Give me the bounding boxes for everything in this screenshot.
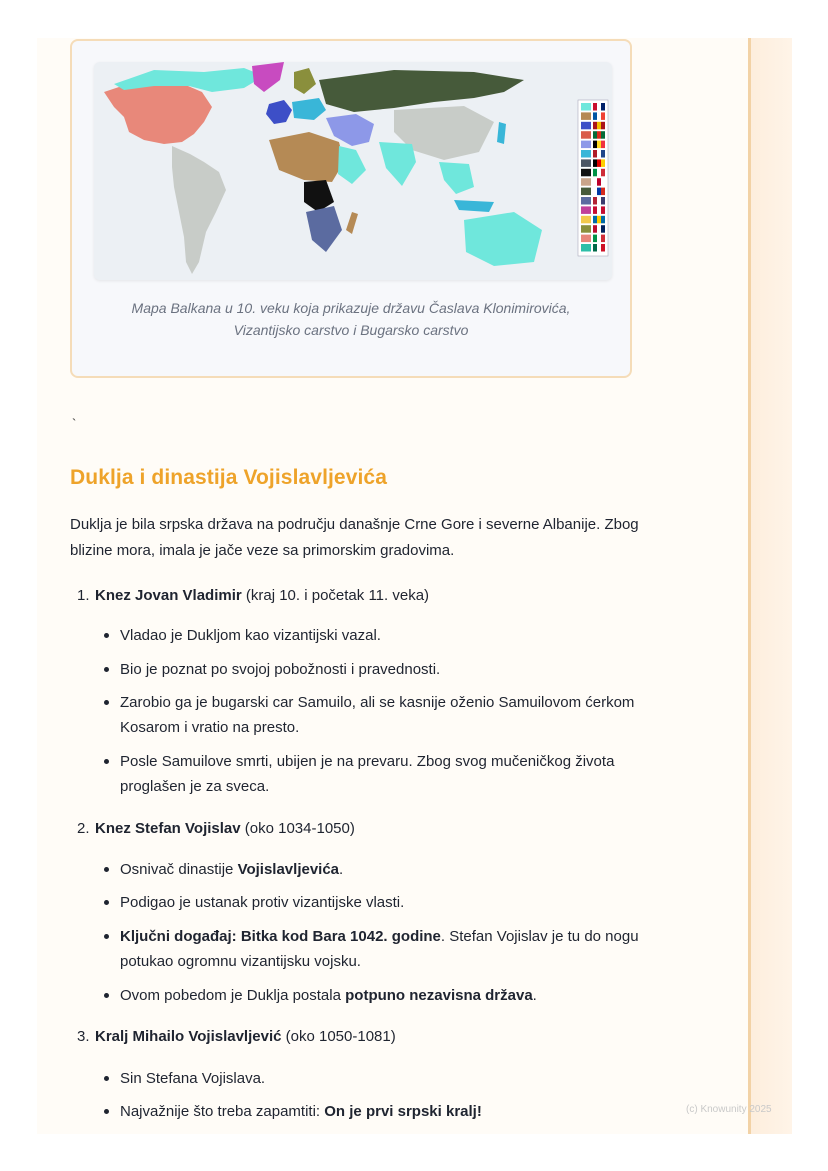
se-flag-stripe bbox=[593, 216, 597, 224]
map-region-russia bbox=[319, 70, 524, 112]
be-flag-stripe bbox=[593, 141, 597, 149]
legend-swatch bbox=[581, 122, 591, 130]
map-region-japan bbox=[497, 122, 506, 144]
nl-flag-stripe bbox=[601, 150, 605, 158]
ruler-number: 3. bbox=[77, 1028, 90, 1045]
section-intro: Duklja je bila srpska država na području današnje Crne Gore i severne Albanije. Zbog blizine mora, imala je jače veze sa primorskim gradovima. bbox=[70, 516, 639, 559]
it2-flag-stripe bbox=[593, 235, 597, 243]
map-region-india bbox=[379, 142, 416, 186]
page-edge-strip bbox=[748, 38, 792, 1134]
us-flag-stripe bbox=[601, 197, 605, 205]
ru-flag-stripe bbox=[601, 188, 605, 196]
map-region-central-europe bbox=[292, 98, 326, 120]
ruler-heading bbox=[70, 585, 670, 607]
mx-flag-stripe bbox=[593, 244, 597, 252]
legend-swatch bbox=[581, 197, 591, 205]
us-flag-stripe bbox=[597, 197, 601, 205]
list-item: Ovom pobedom je Duklja postala potpuno nezavisna država. bbox=[120, 983, 640, 1008]
list-item: Najvažnije što treba zapamtiti: On je prvi srpski kralj! bbox=[120, 1099, 640, 1124]
legend-swatch bbox=[581, 141, 591, 149]
list-item: Osnivač dinastije Vojislavljevića. bbox=[120, 857, 640, 882]
legend-swatch bbox=[581, 216, 591, 224]
es-flag-stripe bbox=[601, 122, 605, 130]
es-flag-stripe bbox=[593, 122, 597, 130]
list-item: Ključni događaj: Bitka kod Bara 1042. godine. Stefan Vojislav je tu do nogu potukao ogromnu vizantijsku vojsku. bbox=[120, 924, 640, 974]
no-flag-stripe bbox=[601, 225, 605, 233]
de-flag-stripe bbox=[601, 159, 605, 167]
legend-swatch bbox=[581, 225, 591, 233]
de-flag-stripe bbox=[597, 159, 601, 167]
dk-flag-stripe bbox=[593, 206, 597, 214]
se-flag-stripe bbox=[601, 216, 605, 224]
copyright-watermark: (c) Knowunity 2025 bbox=[686, 1104, 772, 1115]
ruler-period: (oko 1050-1081) bbox=[281, 1028, 396, 1045]
se-flag-stripe bbox=[597, 216, 601, 224]
pt-flag-stripe bbox=[597, 131, 601, 139]
legend-swatch bbox=[581, 235, 591, 243]
dk-flag-stripe bbox=[597, 206, 601, 214]
list-item: Bio je poznat po svojoj pobožnosti i pravednosti. bbox=[120, 657, 640, 682]
list-item: Podigao je ustanak protiv vizantijske vlasti. bbox=[120, 890, 640, 915]
de-flag-stripe bbox=[593, 159, 597, 167]
legend-swatch bbox=[581, 159, 591, 167]
map-region-scandinavia bbox=[294, 68, 316, 94]
list-item: Zarobio ga je bugarski car Samuilo, ali se kasnije oženio Samuilovom ćerkom Kosarom i vratio na presto. bbox=[120, 690, 640, 740]
be-flag-stripe bbox=[601, 141, 605, 149]
gb-flag-stripe bbox=[601, 103, 605, 111]
ruler-period: (oko 1034-1050) bbox=[240, 820, 355, 837]
map-region-europe-west bbox=[266, 100, 292, 124]
no-flag-stripe bbox=[593, 225, 597, 233]
ruler-number: 2. bbox=[77, 820, 90, 837]
nl-flag-stripe bbox=[597, 150, 601, 158]
legend-swatch bbox=[581, 178, 591, 186]
jp-flag-stripe bbox=[593, 178, 597, 186]
ruler-number: 1. bbox=[77, 587, 90, 604]
legend-swatch bbox=[581, 103, 591, 111]
legend-swatch bbox=[581, 188, 591, 196]
legend-swatch bbox=[581, 244, 591, 252]
list-item: Vladao je Dukljom kao vizantijski vazal. bbox=[120, 623, 640, 648]
it-flag-stripe bbox=[601, 169, 605, 177]
ruler-heading bbox=[70, 818, 670, 840]
map-region-indonesia bbox=[454, 200, 494, 212]
emphasis-text: On je prvi srpski kralj! bbox=[324, 1103, 482, 1120]
ruler-name: Knez Stefan Vojislav bbox=[95, 820, 241, 837]
world-map-image bbox=[94, 62, 612, 280]
ru-flag-stripe bbox=[597, 188, 601, 196]
es-flag-stripe bbox=[597, 122, 601, 130]
map-region-africa-east bbox=[338, 146, 366, 184]
fr-flag-stripe bbox=[593, 112, 597, 120]
gb-flag-stripe bbox=[593, 103, 597, 111]
legend-swatch bbox=[581, 206, 591, 214]
fr-flag-stripe bbox=[597, 112, 601, 120]
stray-backtick: ` bbox=[72, 416, 77, 431]
us-flag-stripe bbox=[593, 197, 597, 205]
no-flag-stripe bbox=[597, 225, 601, 233]
emphasis-text: potpuno nezavisna država bbox=[345, 987, 533, 1004]
pt-flag-stripe bbox=[601, 131, 605, 139]
be-flag-stripe bbox=[597, 141, 601, 149]
it-flag-stripe bbox=[597, 169, 601, 177]
mx-flag-stripe bbox=[597, 244, 601, 252]
jp-flag-stripe bbox=[601, 178, 605, 186]
ru-flag-stripe bbox=[593, 188, 597, 196]
section-title: Duklja i dinastija Vojislavljevića bbox=[70, 466, 387, 489]
list-item: Posle Samuilove smrti, ubijen je na prevaru. Zbog svog mučeničkog života proglašen je za sveca. bbox=[120, 749, 640, 799]
it-flag-stripe bbox=[593, 169, 597, 177]
emphasis-text: Ključni događaj: Bitka kod Bara 1042. godine bbox=[120, 928, 441, 945]
figure-caption-line-1: Mapa Balkana u 10. veku koja prikazuje državu Časlava Klonimirovića, bbox=[131, 300, 571, 316]
figure-card bbox=[70, 39, 632, 378]
map-region-madagascar bbox=[346, 212, 358, 234]
list-item: Sin Stefana Vojislava. bbox=[120, 1066, 640, 1091]
figure-caption bbox=[72, 297, 630, 341]
map-region-greenland bbox=[252, 62, 284, 92]
emphasis-text: Vojislavljevića bbox=[237, 861, 340, 878]
map-region-north-america bbox=[104, 80, 212, 144]
fr-flag-stripe bbox=[601, 112, 605, 120]
legend-swatch bbox=[581, 150, 591, 158]
ruler-period: (kraj 10. i početak 11. veka) bbox=[241, 587, 430, 604]
map-region-australia bbox=[464, 212, 542, 266]
mx-flag-stripe bbox=[601, 244, 605, 252]
it2-flag-stripe bbox=[597, 235, 601, 243]
it2-flag-stripe bbox=[601, 235, 605, 243]
ruler-heading bbox=[70, 1026, 670, 1048]
nl-flag-stripe bbox=[593, 150, 597, 158]
map-region-africa-north bbox=[269, 132, 344, 182]
legend-swatch bbox=[581, 169, 591, 177]
legend-swatch bbox=[581, 131, 591, 139]
dk-flag-stripe bbox=[601, 206, 605, 214]
legend-swatch bbox=[581, 112, 591, 120]
map-region-south-america bbox=[172, 146, 226, 274]
world-map-illustration bbox=[94, 62, 612, 280]
map-region-africa-south bbox=[306, 206, 342, 252]
ruler-name: Knez Jovan Vladimir bbox=[95, 587, 242, 604]
figure-caption-line-2: Vizantijsko carstvo i Bugarsko carstvo bbox=[233, 322, 469, 338]
gb-flag-stripe bbox=[597, 103, 601, 111]
pt-flag-stripe bbox=[593, 131, 597, 139]
ruler-name: Kralj Mihailo Vojislavljević bbox=[95, 1028, 282, 1045]
jp-flag-stripe bbox=[597, 178, 601, 186]
map-region-se-asia bbox=[439, 162, 474, 194]
